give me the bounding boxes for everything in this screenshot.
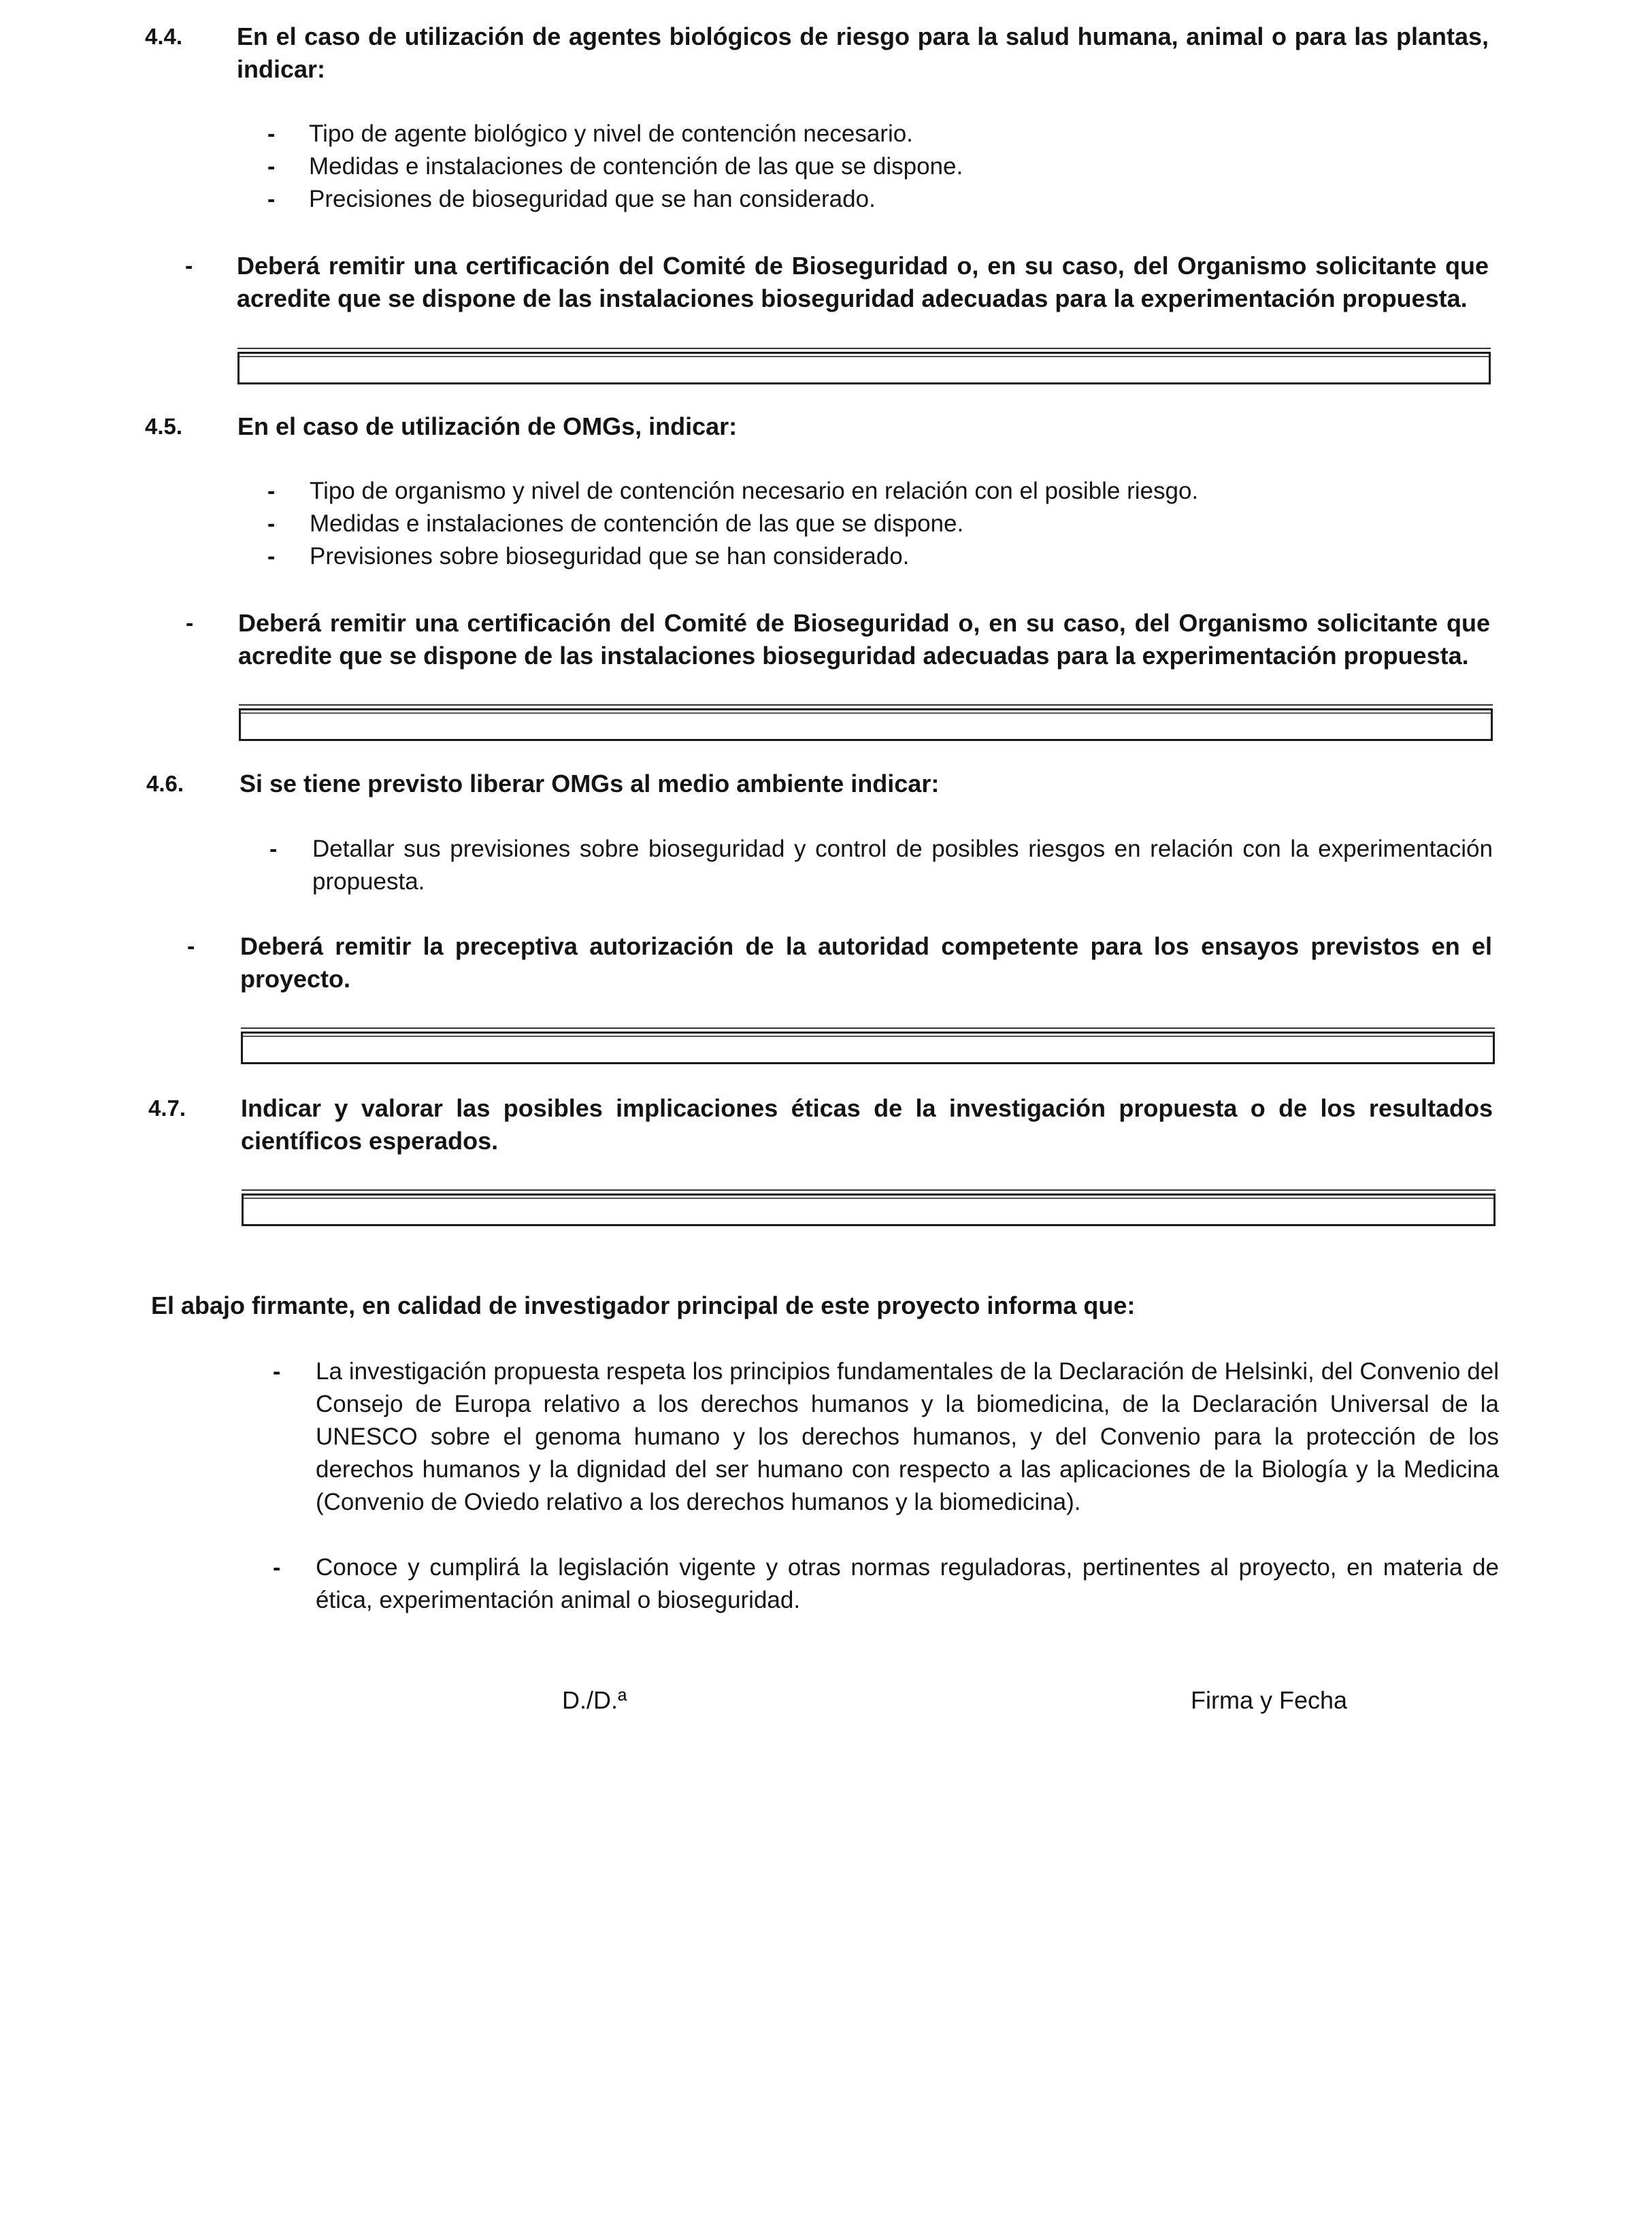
declaration-intro: El abajo firmante, en calidad de investigador principal de este proyecto informa que: bbox=[151, 1291, 1136, 1319]
answer-box-4-4[interactable] bbox=[237, 352, 1491, 384]
section-4-6-list bbox=[271, 833, 1493, 898]
section-title-4-5: En el caso de utilización de OMGs, indicar: bbox=[237, 412, 738, 440]
list-item: - Conoce y cumplirá la legislación vigente y otras normas reguladoras, pertinentes al proyecto, en materia de ética, experimentación animal o bioseguridad. bbox=[273, 1554, 1499, 1613]
list-item: - La investigación propuesta respeta los principios fundamentales de la Declaración de Helsinki, del Convenio del Consejo de Europa relativo a los derechos humanos y la biomedicina, de la Declaración Universal de la UNESCO sobre el genoma humano y los derechos humanos, y del Convenio para la protección de los derechos humanos y la dignidad del ser humano con respecto a las aplicaciones de la Biología y la Medicina (Convenio de Oviedo relativo a los derechos humanos y la biomedicina). bbox=[273, 1358, 1499, 1515]
section-number-4-7: 4.7. bbox=[148, 1096, 186, 1121]
section-4-4-list bbox=[269, 118, 1453, 216]
answer-box-4-6[interactable] bbox=[241, 1032, 1495, 1064]
section-4-4-note: Deberá remitir una certificación del Comité de Bioseguridad o, en su caso, del Organismo solicitante que acredite que se dispone de las instalaciones bioseguridad adecuadas para la experimentación propuesta. bbox=[237, 252, 1489, 312]
list-item: - Previsiones sobre bioseguridad que se han considerado. bbox=[267, 543, 910, 570]
list-item: - Tipo de agente biológico y nivel de contención necesario. bbox=[267, 120, 913, 147]
list-item: - Tipo de organismo y nivel de contención necesario en relación con el posible riesgo. bbox=[267, 478, 1199, 504]
list-item: - Precisiones de bioseguridad que se han considerado. bbox=[267, 186, 876, 212]
section-number-4-6: 4.6. bbox=[146, 771, 184, 796]
note-bullet: - bbox=[186, 610, 194, 636]
signature-name-label: D./D.ª bbox=[562, 1686, 627, 1714]
declaration-list bbox=[274, 1355, 1499, 1617]
signature-date-label: Firma y Fecha bbox=[1191, 1686, 1348, 1714]
section-4-5-list bbox=[269, 475, 1466, 573]
note-bullet: - bbox=[187, 934, 195, 959]
section-4-6-note: Deberá remitir la preceptiva autorización de la autoridad competente para los ensayos previstos en el proyecto. bbox=[240, 932, 1492, 993]
note-bullet: - bbox=[185, 253, 193, 279]
list-item: - Medidas e instalaciones de contención de las que se dispone. bbox=[267, 153, 963, 180]
section-number-4-4: 4.4. bbox=[145, 24, 183, 49]
section-4-5-note: Deberá remitir una certificación del Comité de Bioseguridad o, en su caso, del Organismo solicitante que acredite que se dispone de las instalaciones bioseguridad adecuadas para la experimentación propuesta. bbox=[238, 609, 1490, 670]
list-item: - Detallar sus previsiones sobre bioseguridad y control de posibles riesgos en relación con la experimentación propuesta. bbox=[269, 836, 1493, 895]
answer-box-4-7[interactable] bbox=[242, 1193, 1496, 1226]
section-number-4-5: 4.5. bbox=[145, 414, 183, 439]
section-title-4-7: Indicar y valorar las posibles implicaciones éticas de la investigación propuesta o de los resultados científicos esperados. bbox=[241, 1094, 1493, 1155]
list-item: - Medidas e instalaciones de contención de las que se dispone. bbox=[267, 510, 964, 537]
answer-box-4-5[interactable] bbox=[239, 708, 1493, 741]
section-title-4-6: Si se tiene previsto liberar OMGs al medio ambiente indicar: bbox=[239, 770, 940, 797]
section-title-4-4: En el caso de utilización de agentes biológicos de riesgo para la salud humana, animal o para las plantas, indicar: bbox=[237, 22, 1489, 83]
